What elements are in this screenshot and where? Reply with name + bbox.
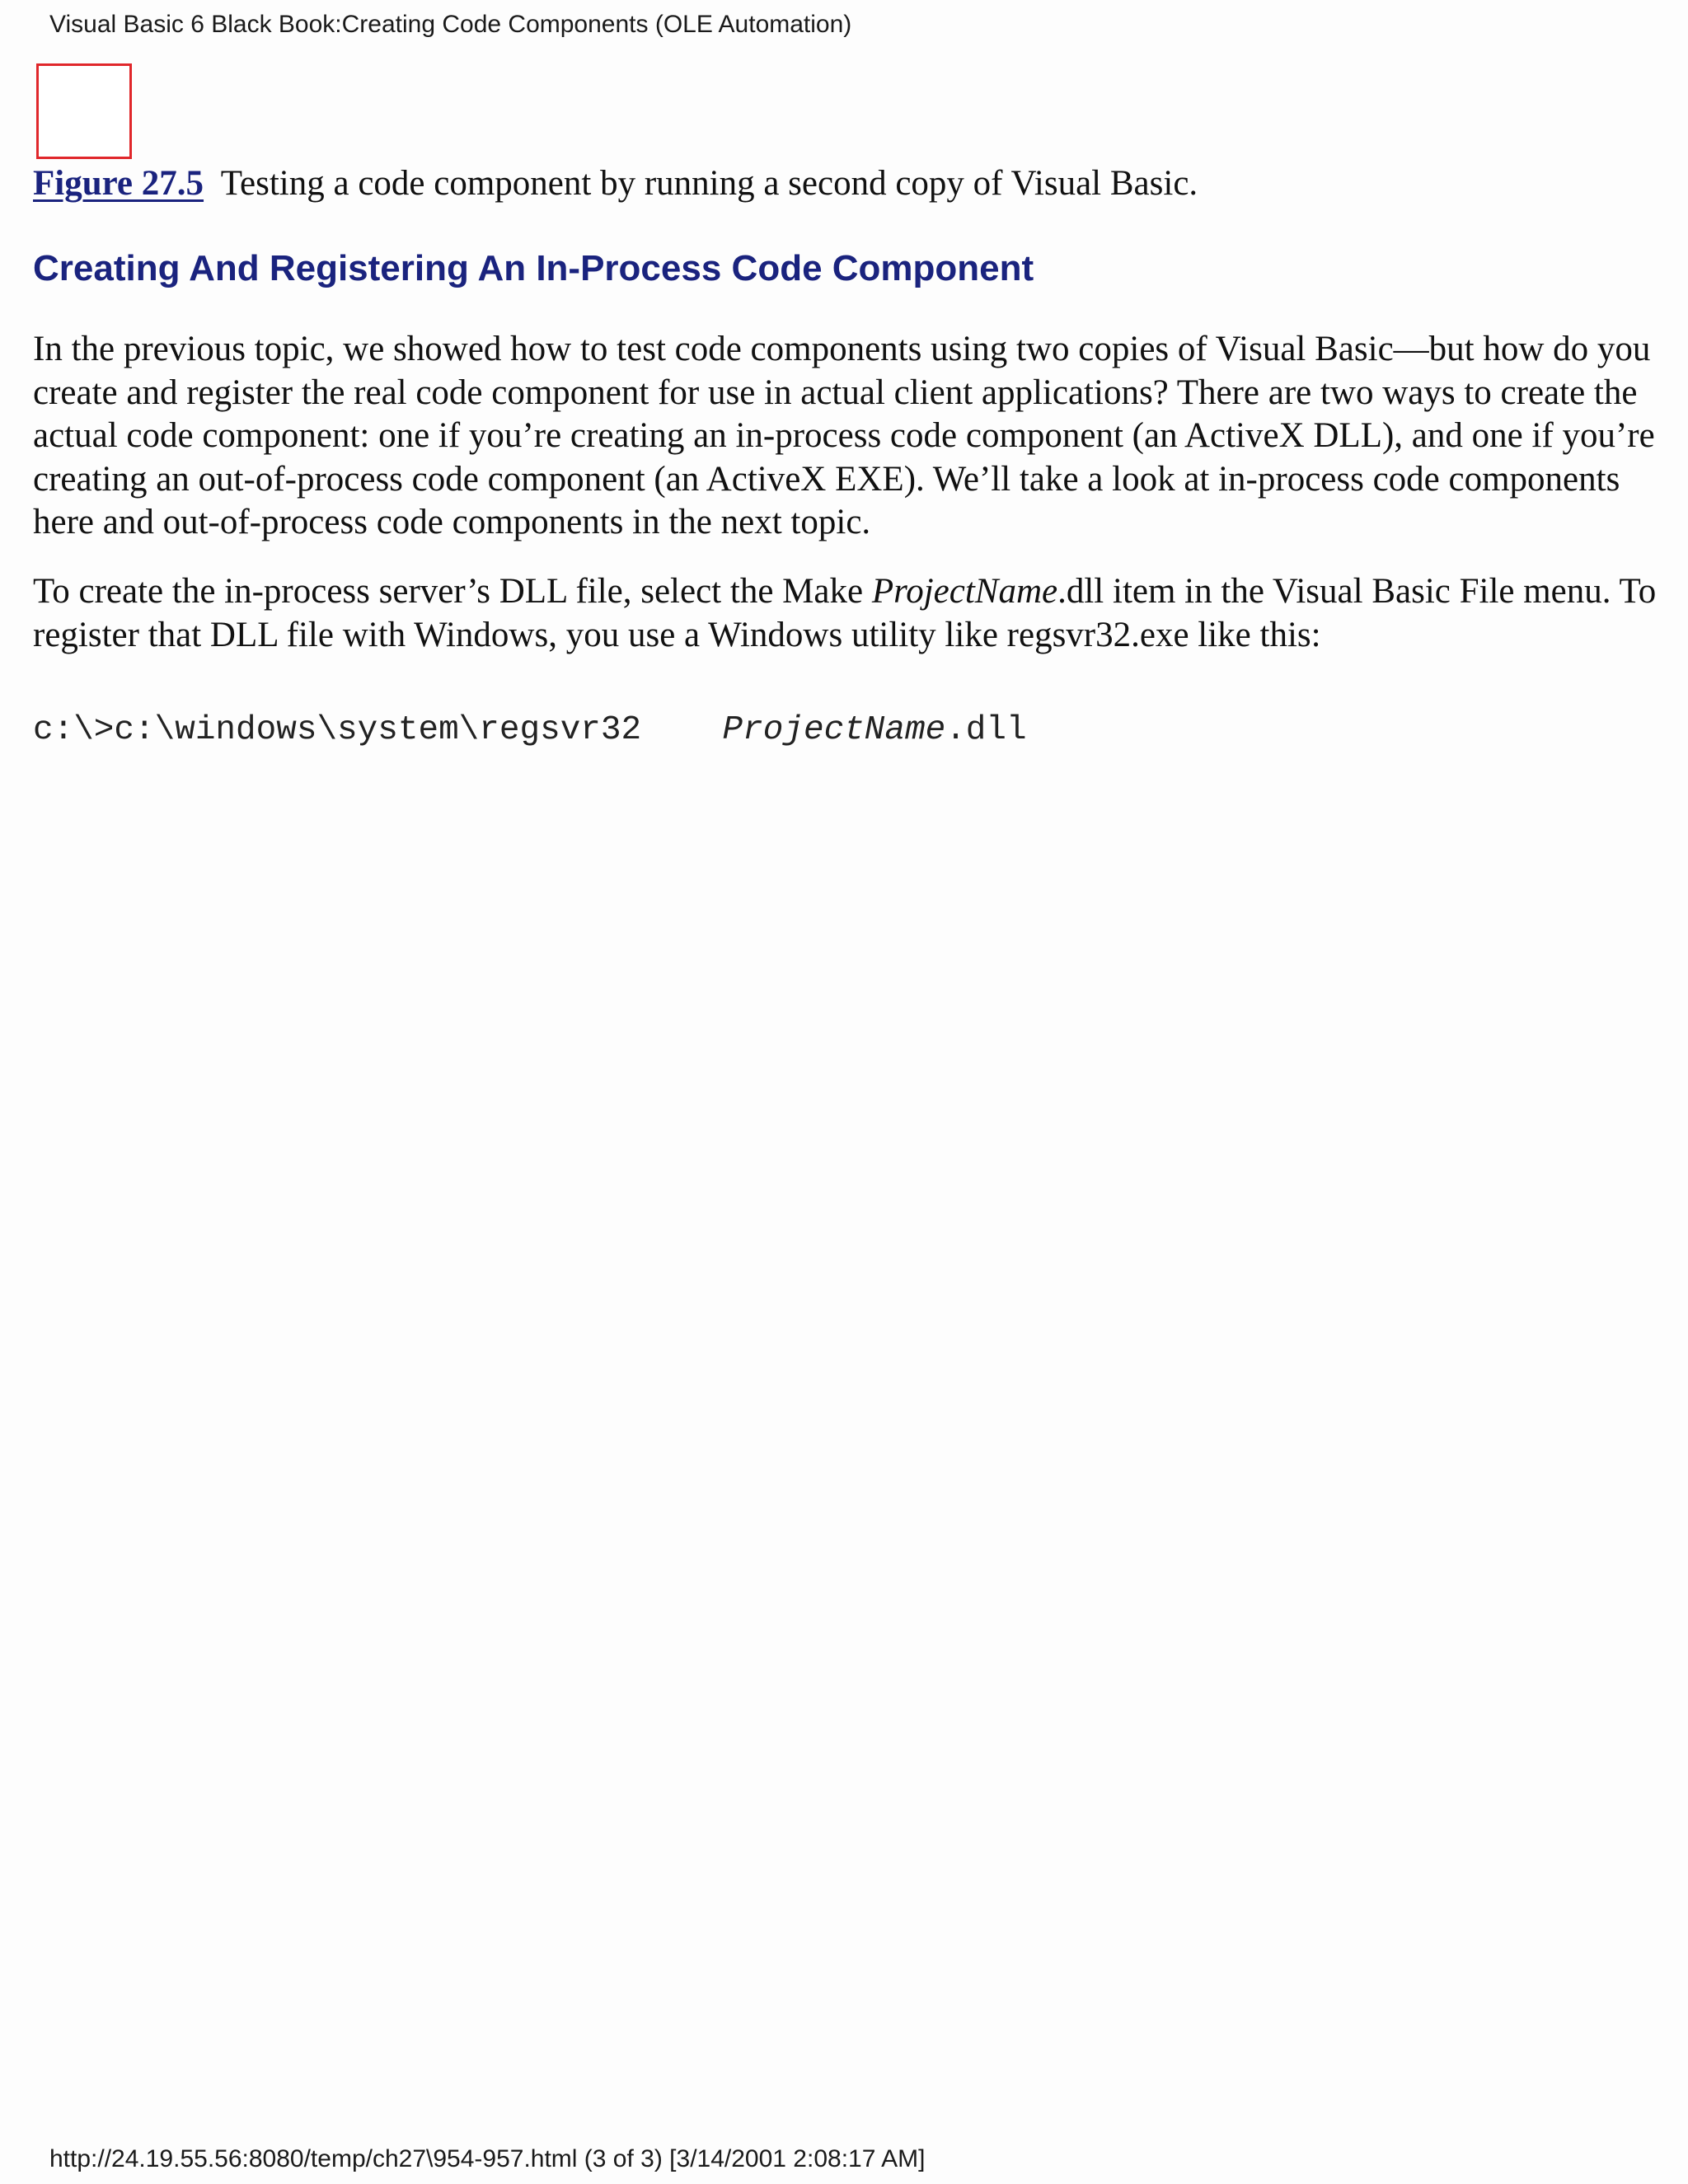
body-paragraph-1: In the previous topic, we showed how to test code components using two copies of Visual Basic—but how do you create and register the real code component for use in actual client applications? There are two ways to create the actual code component: one if you’re creating an in-process code component (an ActiveX DLL), and one if you’re creating an out-of-process code component (an ActiveX EXE). We’ll take a look at in-process code components here and out-of-process code components in the next topic. (33, 330, 1655, 541)
figure-link[interactable]: Figure 27.5 (33, 164, 204, 203)
code-extension: .dll (945, 711, 1027, 749)
section-heading: Creating And Registering An In-Process Code Component (33, 248, 1034, 288)
code-project-name: ProjectName (722, 711, 946, 749)
paragraph-2-text-start: To create the in-process server’s DLL file, select the Make (33, 572, 872, 611)
code-command: c:\>c:\windows\system\regsvr32 (33, 711, 723, 749)
code-example (33, 709, 1027, 752)
paragraph-2-text-end: .dll item in the Visual Basic File menu. To register that DLL file with Windows, you use a Windows utility like regsvr32.exe like this: (33, 572, 1657, 654)
figure-caption (33, 162, 1198, 206)
figure-caption-text: Testing a code component by running a second copy of Visual Basic. (220, 164, 1198, 203)
paragraph-2-project-name: ProjectName (871, 572, 1058, 611)
body-paragraph-2 (33, 570, 1661, 657)
figure-image-placeholder[interactable] (36, 63, 132, 159)
running-footer: http://24.19.55.56:8080/temp/ch27\954-957.html (3 of 3) [3/14/2001 2:08:17 AM] (49, 2145, 926, 2172)
running-header: Visual Basic 6 Black Book:Creating Code Components (OLE Automation) (49, 11, 852, 38)
